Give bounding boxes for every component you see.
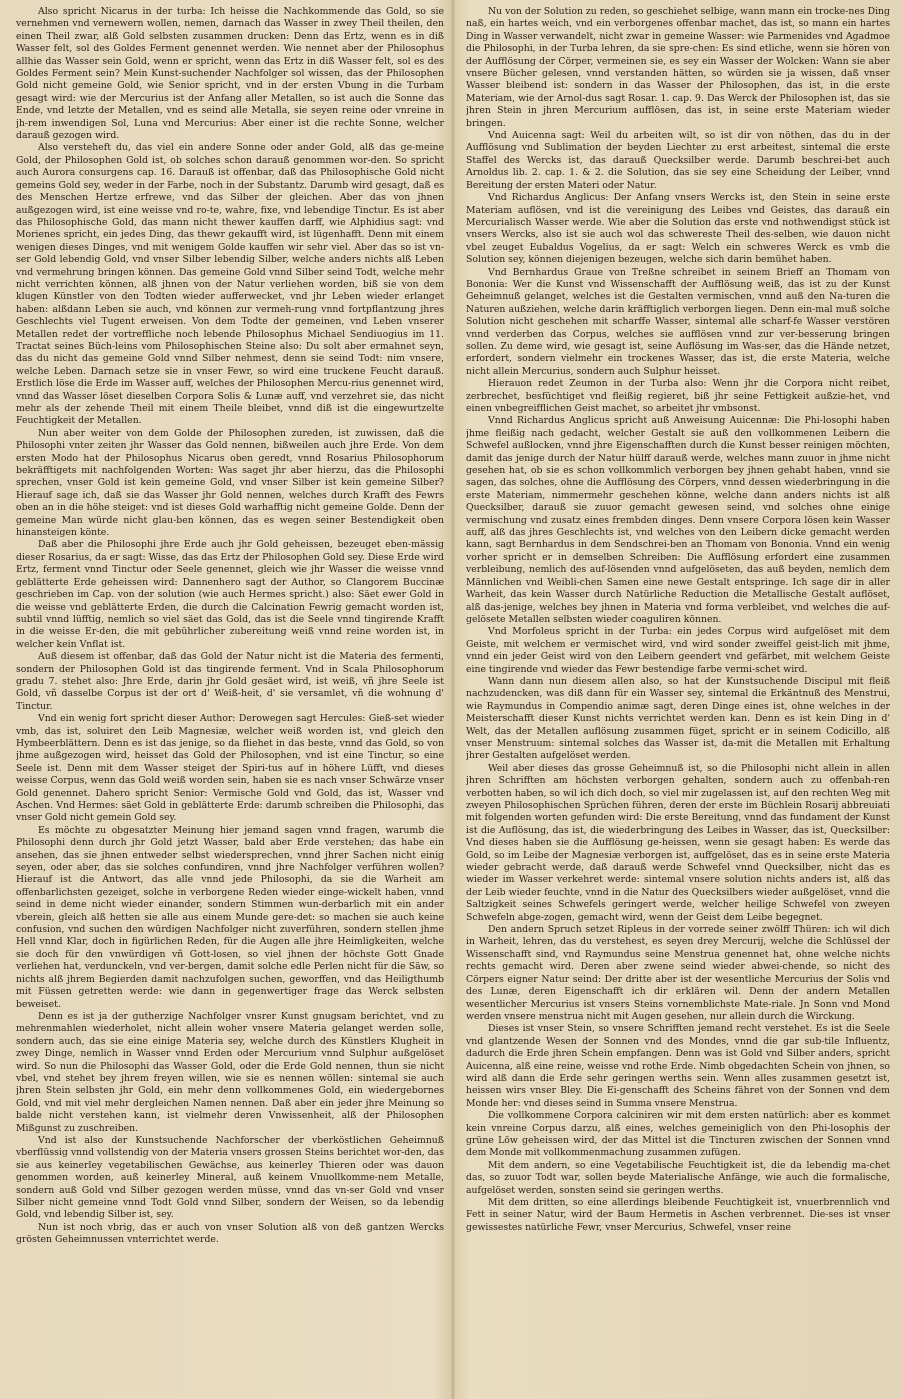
paragraph: Mit dem andern, so eine Vegetabilische Feuchtigkeit ist, die da lebendig ma-chet das, so zuuor Todt war, sollen beyde Materialische Anfänge, wie auch die formalische, aufgelöset werden, sonsten seind sie geringen werths. [466, 1159, 890, 1196]
paragraph: Vnd ist also der Kunstsuchende Nachforscher der vberköstlichen Geheimnuß vberflüssig vnnd vollstendig von der Materia vnsers grossen Steins berichtet wor-den, das sie aus keinerley vegetabilischen Gewächse, aus keinerley Thieren oder was dauon genommen worden, auß keinerley Mineral, auß keinem Vnuollkomme-nem Metalle, sondern auß Gold vnd Silber gezogen werden müsse, vnnd das vn-ser Gold vnd vnser Silber nicht gemeine vnnd Todt Gold vnnd Silber, sondern der Weisen, so da lebendig Gold, vnd lebendig Silber ist, sey. [16, 1134, 444, 1221]
paragraph: Daß aber die Philosophi jhre Erde auch jhr Gold geheissen, bezeuget eben-mässig dieser Rosarius, da er sagt: Wisse, das das Ertz der Philosophen Gold sey. Diese Erde wird Ertz, ferment vnnd Tinctur oder Seele genennet, gleich wie jhr Wasser die weisse vnnd geblätterte Erde geheissen wird: Dannenhero sagt der Author, so Clangorem Buccinæ geschrieben im Cap. von der solution (wie auch Hermes spricht.) also: Säet ewer Gold in die weisse vnd geblätterte Erden, die durch die Calcination Fewrig gemacht worden ist, subtil vnnd lüfftig, nemlich so viel säet das Gold, das ist die Seele vnnd tingirende Krafft in die weisse Er-den, die mit gebührlicher zubereitung weiß vnnd reine worden ist, in welcher kein Vnflat ist. [16, 539, 444, 650]
paragraph: Mit dem dritten, so eine allerdings bleibende Feuchtigkeit ist, vnuerbrennlich vnd Fett in seiner Natur, wird der Baum Hermetis in Aschen verbrennet. Die-ses ist vnser gewissestes natürliche Fewr, vnser Mercurius, Schwefel, vnser reine [466, 1197, 890, 1233]
paragraph: Vnd Richardus Anglicus: Der Anfang vnsers Wercks ist, den Stein in seine erste Materiam auflösen, vnd ist die vereinigung des Leibes vnd Geistes, das darauß ein Mercurialisch Wasser werde. Wie aber die Solution das erste vnd nothwendigst stück ist vnsers Wercks, also ist sie auch wol das schwereste Theil des-selben, wie dauon nicht vbel zeuget Eubaldus Vogelius, da er sagt: Welch ein schweres Werck es vmb die Solution sey, können diejenigen bezeugen, welche sich darin bemühet haben. [466, 192, 890, 266]
paragraph: Weil aber dieses das grosse Geheimnuß ist, so die Philosophi nicht allein in allen jhren Schrifften am höchsten verborgen gehalten, sondern auch zu offenbah-ren verbotten haben, so wil ich dich doch, so viel mir zugelassen ist, auf den rechten Weg mit zweyen Philosophischen Sprüchen führen, deren der erste im Büchlein Rosarij abbreuiati mit folgenden worten gefunden wird: Die erste Bereitung, vnnd das fundament der Kunst ist die Auflösung, das ist, die wiederbringung des Leibes in Wasser, das ist, Quecksilber: Vnd dieses haben sie die Aufflösung ge-heissen, wenn sie gesagt haben: Es werde das Gold, so im Leibe der Magnesiæ verborgen ist, auffgelöset, das es in seine erste Materia wieder gebracht werde, daß darauß werde Schwefel vnnd Quecksilber, nicht das es wieder im Wasser verkehret werde: sintemal vnsere solution nichts anders ist, alß das der Leib wieder feuchte, vnnd in die Natur des Quecksilbers wieder außgelöset, vnnd die Saltzigkeit seines Schwefels geringert werde, welcher heilige Schwefel von zweyen Schwefeln abge-zogen, gemacht wird, wenn der Geist dem Leibe begegnet. [466, 762, 890, 923]
paragraph: Hierauon redet Zeumon in der Turba also: Wenn jhr die Corpora nicht reibet, zerbrechet, besfüchtiget vnd fleißig regieret, biß jhr seine Fettigkeit außzie-het, vnd einen vnbegreifflichen Geist machet, so arbeitet jhr vmbsonst. [466, 378, 890, 414]
paragraph: Denn es ist ja der gutherzige Nachfolger vnsrer Kunst gnugsam berichtet, vnd zu mehrenmahlen wiederholet, nicht allein woher vnsere Materia gelanget werden solle, sondern auch, das sie eine einige Materia sey, welche durch des Künstlers Klugheit in zwey Dinge, nemlich in Wasser vnnd Erden oder Mercurium vnnd Sulphur außgelöset wird. So nun die Philosophi das Wasser Gold, oder die Erde Gold nennen, thun sie nicht vbel, vnd stehet bey jhrem freyen willen, wie sie es nennen wöllen: sintemal sie auch jhren Stein selbsten jhr Gold, ein mehr denn vollkommenes Gold, ein wiedergebornes Gold, vnd mit viel mehr dergleichen Namen nennen. Daß aber ein jeder jhre Meinung so balde nicht verstehen kann, ist vielmehr deren Vnwissenheit, alß der Philosophen Mißgunst zu zuschreiben. [16, 1010, 444, 1134]
right-column [466, 6, 890, 1393]
paragraph: Es möchte zu obgesatzter Meinung hier jemand sagen vnnd fragen, warumb die Philosophi denn durch jhr Gold jetzt Wasser, bald aber Erde verstehen; das habe ein ansehen, das sie jhnen entweder selbst wiedersprechen, vnnd jhrer Sachen nicht einig seyen, oder aber, das sie solches confundiren, vnnd jhre Nachfolger verführen wollen? Hierauf ist die Antwort, das alle vnnd jede Philosophi, da sie die Warheit am offenbarlichsten gezeiget, solche in verborgene Reden wieder einge-wickelt haben, vnnd seind in deme nicht wieder einander, sondern Stimmen wun-derbarlich mit ein ander vberein, gleich alß hetten sie alle aus einem Munde gere-det: so machen sie auch keine confusion, vnd suchen den würdigen Nachfolger nicht zuverführen, sondern stellen jhme Hell vnnd Klar, doch in figürlichen Reden, für die Augen alle jhre Heimligkeiten, welche sie doch für den vnwürdigen vñ Gott-losen, so viel jhnen der höchste Gott Gnade verliehen hat, verdunckeln, vnd ver-bergen, damit solche edle Perlen nicht für die Säw, so nichts alß jhrem Begierden damit nachzufolgen suchen, geworffen, vnd das Heiligthumb mit Füssen getretten werde: wie dann in gegenwertiger frage das Werck selbsten beweiset. [16, 824, 444, 1010]
left-column [16, 6, 444, 1393]
paragraph: Wann dann nun diesem allen also, so hat der Kunstsuchende Discipul mit fleiß nachzudencken, was diß dann für ein Wasser sey, sintemal die Erkäntnuß des Menstrui, wie Raymundus in Compendio animæ sagt, deren Dinge eines ist, ohne welches in der Meisterschafft dieser Kunst nichts verrichtet werden kan. Denn es ist kein Ding in d' Welt, das der Metallen auflösung zusammen füget, spricht er in seinem Codicillo, alß vnser Menstruum: sintemal solches das Wasser ist, da-mit die Metallen mit Erhaltung jhrer Gestalten aufgelöset werden. [466, 675, 890, 762]
paragraph: Vnd ein wenig fort spricht dieser Author: Derowegen sagt Hercules: Gieß-set wieder vmb, das ist, soluiret den Leib Magnesiæ, welcher weiß worden ist, vnd gleich den Hymbeerblättern. Denn es ist das jenige, so da fliehet in das beste, vnnd das Gold, so von jhme außgezogen wird, heisset das Gold der Philosophen, vnd ist eine Tinctur, so eine Seele ist. Denn mit dem Wasser steiget der Spiri-tus auf in höhere Lüfft, vnd dieses weisse Corpus, wenn das Gold weiß worden sein, haben sie es nach vnser Schwärze vnser Gold genennet. Dahero spricht Senior: Vermische Gold vnd Gold, das ist, Wasser vnd Aschen. Vnd Hermes: säet Gold in geblätterte Erde: darumb schreiben die Philosophi, das vnser Gold nicht gemein Gold sey. [16, 713, 444, 824]
paragraph: Vnd Bernhardus Graue von Treßne schreibet in seinem Brieff an Thomam von Bononia: Wer die Kunst vnd Wissenschafft der Aufflösung weiß, das ist zu der Kunst Geheimnuß gelanget, welches ist die Gestalten vermischen, vnnd auß den Na-turen die Naturen außziehen, welche darin kräfftiglich verborgen liegen. Denn ein-mal muß solche Solution nicht geschehen mit scharffe Wasser, sintemal alle scharf-fe Wasser verstören vnnd verderben das Corpus, welches sie aufflösen vnnd zur ver-besserung bringen sollen. Zu deme wird, wie gesagt ist, seine Auflösung im Was-ser, das die Hände netzet, erfordert, sondern vielmehr ein trockenes Wasser, das ist, die erste Materia, welche nicht allein Mercurius, sondern auch Sulphur heisset. [466, 266, 890, 377]
paragraph: Also spricht Nicarus in der turba: Ich heisse die Nachkommende das Gold, so sie vernehmen vnd vernewern wollen, nemen, darnach das Wasser in zwey Theil theilen, den einen Theil zwar, alß Gold selbsten zusammen drucken: Denn das Ertz, wenn es in diß Wasser felt, sol des Goldes Ferment genennet werden. Wie nennet aber der Philosophus allhie das Wasser sein Gold, wenn er spricht, wenn das Ertz in diß Wasser felt, sol es des Goldes Ferment sein? Mein Kunst-suchender Nachfolger sol wissen, das der Philosophen Gold nicht gemeine Gold, wie Senior spricht, vnd in der ersten Vbung in die Turbam gesagt wird: wie der Mercurius ist der Anfang aller Metallen, so ist auch die Sonne das Ende, vnd letzte der Metallen, vnd es seind alle Metalla, sie seyen reine oder vnreine in jh-rem inwendigen Sol, Luna vnd Mercurius: Aber einer ist die rechte Sonne, welcher darauß gezogen wird. [16, 6, 444, 142]
paragraph: Den andern Spruch setzet Ripleus in der vorrede seiner zwölff Thüren: ich wil dich in Warheit, lehren, das du verstehest, es seyen drey Mercurij, welche die Schlüssel der Wissenschafft sind, vnd Raymundus seine Menstrua genennet hat, ohne welche nichts rechts gemacht wird. Deren aber zwene seind wieder abwei-chende, so nicht des Cörpers eigner Natur seind: Der dritte aber ist der wesentliche Mercurius der Solis vnd des Lunæ, deren Eigenschafft ich dir erklären wil. Denn der andern Metallen wesentlicher Mercurius ist vnsers Steins vornemblichste Mate-riale. Jn Sonn vnd Mond werden vnsere menstrua nicht mit Augen gesehen, nur allein durch die Wirckung. [466, 924, 890, 1022]
paragraph: Auß diesem ist offenbar, daß das Gold der Natur nicht ist die Materia des fermenti, sondern der Philosophen Gold ist das tingirende ferment. Vnd in Scala Philosophorum gradu 7. stehet also: Jhre Erde, darin jhr Gold gesäet wird, ist weiß, vñ jhre Seele ist Gold, vñ dasselbe Corpus ist der ort d' Weiß-heit, d' sie versamlet, vñ die wohnung d' Tinctur. [16, 651, 444, 712]
column-gutter [451, 0, 455, 1399]
paragraph: Nu von der Solution zu reden, so geschiehet selbige, wann mann ein trocke-nes Ding naß, ein hartes weich, vnd ein verborgenes offenbar machet, das ist, so mann ein hartes Ding in Wasser verwandelt, nicht zwar in gemeine Wasser: wie Parmenides vnd Agadmoe die Philosophi, in der Turba lehren, da sie spre-chen: Es sind etliche, wenn sie hören von der Aufflösung der Cörper, vermeinen sie, es sey ein Wasser der Wolcken: Wann sie aber vnsere Bücher gelesen, vnnd verstanden hätten, so würden sie ja wissen, daß vnser Wasser bleibend ist: sondern in das Wasser der Philosophen, das ist, in die erste Materiam, wie der Arnol-dus sagt Rosar. 1. cap. 9. Das Werck der Philosophen ist, das sie jhren Stein in jhren Mercurium aufflösen, das ist, in seine erste Materiam wieder bringen. [466, 6, 890, 129]
paragraph: Vnnd Richardus Anglicus spricht auß Anweisung Auicennæ: Die Phi-losophi haben jhme fleißig nach gedacht, welcher Gestalt sie auß den vollkommenen Leibern die Schwefel außlocken, vnnd jhre Eigenschafften durch die Kunst besser reinigen möchten, damit das jenige durch der Natur hülff darauß werde, welches mann zuuor in jhme nicht gesehen hat, ob sie es schon vollkommlich verborgen bey jhnen gehabt haben, vnnd sie sagen, das solches, ohne die Aufflösung des Cörpers, vnnd dessen wiederbringung in die erste Materiam, nimmermehr geschehen könne, welche dann anders nichts ist alß Quecksilber, darauß sie zuuor gemacht gewesen seind, vnd solches ohne einige vermischung vnd zusatz eines frembden dinges. Denn vnsere Corpora lösen kein Wasser auff, alß das jhres Geschlechts ist, vnd welches von den Leibern dicke gemacht werden kann, sagt Bernhardus in dem Sendschrei-ben an Thomam von Bononia. Vnnd ein wenig vorher spricht er in demselben Schreiben: Die Aufflösung erfordert eine zusammen verbleibung, nemlich des auf-lösenden vnnd aufgelöseten, das auß beyden, nemlich dem Männlichen vnd Weibli-chen Samen eine newe Gestalt entspringe. Ich sage dir in aller Warheit, das kein Wasser durch Natürliche Reduction die Metallische Gestalt auflöset, alß das-jenige, welches bey jhnen in Materia vnd forma verbleibet, vnd welches die auf-gelösete Metallen selbsten wieder coaguliren können. [466, 415, 890, 625]
paragraph: Vnd Morfoleus spricht in der Turba: ein jedes Corpus wird aufgelöset mit dem Geiste, mit welchem er vermischet wird, vnd wird sonder zweiffel geist-lich mit jhme, vnnd ein jeder Geist wird von den Leibern geendert vnd gefärbet, mit welchem Geiste eine tingirende vnd wieder das Fewr bestendige farbe vermi-schet wird. [466, 626, 890, 675]
paragraph: Nun aber weiter von dem Golde der Philosophen zureden, ist zuwissen, daß die Philosophi vnter zeiten jhr Wasser das Gold nennen, bißweilen auch jhre Erde. Von dem ersten Modo hat der Philosophus Nicarus oben geredt, vnnd Rosarius Philosophorum bekräfftigets mit nachfolgenden Worten: Was saget jhr aber hierzu, das die Philosophi sprechen, vnser Gold ist kein gemeine Gold, vnd vnser Silber ist kein gemeine Silber? Hierauf sage ich, daß sie das Wasser jhr Gold nennen, welches durch Krafft des Fewrs oben an in die höhe steiget: vnd ist dieses Gold warhafftig nicht gemeine Golde. Denn der gemeine Man würde nicht glau-ben können, das es wegen seiner Bestendigkeit oben hinansteigen könte. [16, 427, 444, 539]
paragraph: Also versteheft du, das viel ein andere Sonne oder ander Gold, alß das ge-meine Gold, der Philosophen Gold ist, ob solches schon darauß genommen wor-den. So spricht auch Aurora consurgens cap. 16. Darauß ist offenbar, daß das Philosophische Gold nicht gemeins Gold sey, weder in der Farbe, noch in der Substantz. Darumb wird gesagt, daß es des Menschen Hertze erfrewe, vnd das Silber der gleichen. Aber das von jhnen außgezogen wird, ist eine weisse vnd ro-te, wahre, fixe, vnd lebendige Tinctur. Es ist aber das Philosophische Gold, das mann nicht thewer kauffen darff, wie Alphidius sagt: vnd Morienes spricht, ein jedes Ding, das thewr gekaufft wird, ist lügenhafft. Denn mit einem wenigen dieses Dinges, vnd mit wenigem Golde kauffen wir sehr viel. Aber das so ist vn-ser Gold lebendig Gold, vnd vnser Silber lebendig Silber, welche anders nichts alß Leben vnd vermehrung bringen können. Das gemeine Gold vnnd Silber seind Todt, welche mehr nicht verrichten können, alß jhnen von der Natur verliehen worden, biß sie von dem klugen Künstler von den Todten wieder aufferwecket, vnd jhr Leben wieder erlanget haben: alßdann Leben sie auch, vnd können zur vermeh-rung vnnd fortpflantzung jhres Geschlechts viel Tugent erweisen. Von dem Todte der gemeinen, vnd Leben vnserer Metallen redet der vortreffliche noch lebende Philosophus Michael Sendiuogius im 11. Tractat seines Büch-leins vom Philosophischen Steine also: Du solt aber ermahnet seyn, das du nicht das gemeine Gold vnnd Silber nehmest, denn sie seind Todt: nim vnsere, welche Leben. Darnach setze sie in vnser Fewr, so wird eine truckene Feucht darauß. Erstlich löse die Erde im Wasser auff, welches der Philosophen Mercu-rius genennet wird, vnnd das Wasser löset dieselben Corpora Solis & Lunæ auff, vnd verzehret sie, das nicht mehr als der zehende Theil mit einem Theile bleibet, vnnd diß ist die eingewurtzelte Feuchtigkeit der Metallen. [16, 142, 444, 427]
paragraph: Nun ist noch vbrig, das er auch von vnser Solution alß von deß gantzen Wercks grösten Geheimnussen vnterrichtet werde. [16, 1221, 444, 1246]
paragraph: Vnd Auicenna sagt: Weil du arbeiten wilt, so ist dir von nöthen, das du in der Aufflösung vnd Sublimation der beyden Liechter zu erst arbeitest, sintemal die erste Staffel des Wercks ist, das darauß Quecksilber werde. Darumb beschrei-bet auch Arnoldus lib. 2. cap. 1. & 2. die Solution, das sie sey eine Scheidung der Leiber, vnnd Bereitung der ersten Materi oder Natur. [466, 130, 890, 191]
paragraph: Dieses ist vnser Stein, so vnsere Schrifften jemand recht verstehet. Es ist die Seele vnd glantzende Wesen der Sonnen vnd des Mondes, vnnd die gar sub-tile Influentz, dadurch die Erde jhren Schein empfangen. Denn was ist Gold vnd Silber anders, spricht Auicenna, alß eine reine, weisse vnd rothe Erde. Nimb obgedachten Schein von jhnen, so wird alß dann die Erde sehr geringen werths sein. Wenn alles zusammen gesetzt ist, heissen wirs vnser Bley. Die Ei-genschafft des Scheins fähret von der Sonnen vnd dem Monde her: vnd dieses seind in Summa vnsere Menstrua. [466, 1023, 890, 1109]
paragraph: Die vollkommene Corpora calciniren wir mit dem ersten natürlich: aber es kommet kein vnreine Corpus darzu, alß eines, welches gemeiniglich von den Phi-losophis der grüne Löw geheissen wird, der das Mittel ist die Tincturen zwischen der Sonnen vnnd dem Monde mit vollkommenmachung zusammen zufügen. [466, 1110, 890, 1159]
